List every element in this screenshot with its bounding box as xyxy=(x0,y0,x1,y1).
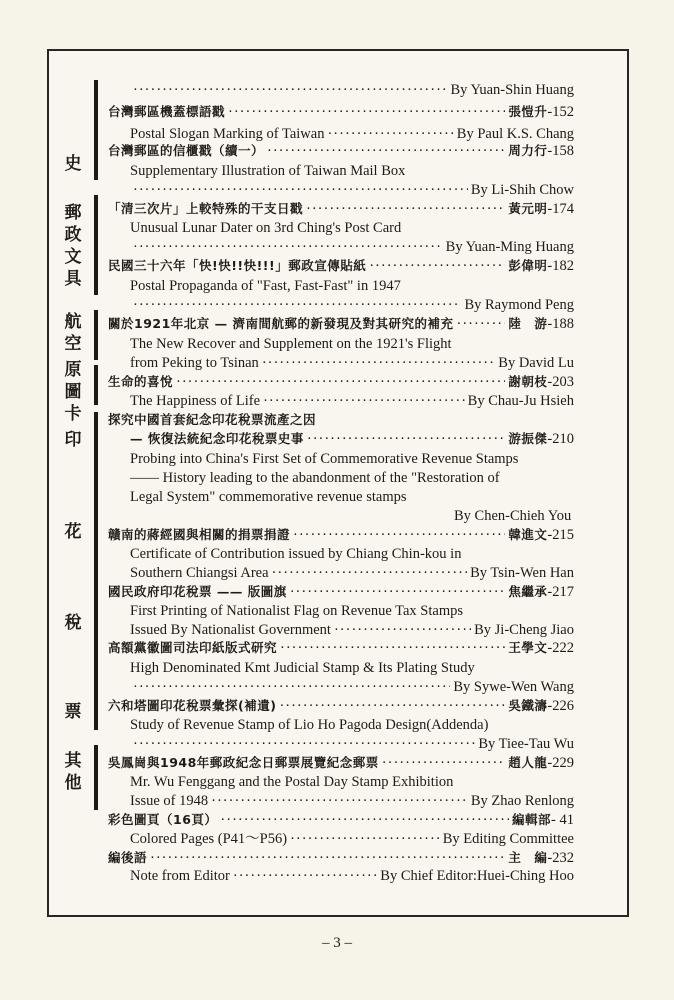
section-label-postal-stationery: 郵 政 文 具 xyxy=(64,203,82,289)
author-zh: 吳鐵濤 xyxy=(508,698,548,713)
author-en: By Zhao Renlong xyxy=(470,793,574,809)
page-number: -182 xyxy=(547,258,574,274)
author-zh: 黃元明 xyxy=(508,201,548,216)
leader-dots xyxy=(133,295,461,315)
title-en: Colored Pages (P41～P56) xyxy=(130,831,288,847)
leader-dots xyxy=(133,80,447,100)
section-bar-revenue xyxy=(94,412,98,730)
leader-dots xyxy=(228,102,505,122)
title-en: Certificate of Contribution issued by Chiang Chin-kou in xyxy=(130,546,462,562)
section-label-revenue-4: 票 xyxy=(64,702,82,722)
section-label-airmail: 航 空 xyxy=(64,312,82,354)
leader-dots xyxy=(133,237,443,257)
page-number: -215 xyxy=(547,527,574,543)
author-en: By Chief Editor:Huei-Ching Hoo xyxy=(380,868,574,884)
title-en: Issue of 1948 xyxy=(130,793,209,809)
leader-dots xyxy=(290,829,440,849)
page-number: -158 xyxy=(547,143,574,159)
title-en: The Happiness of Life xyxy=(130,393,261,409)
author-zh: 王學文 xyxy=(508,640,548,655)
toc-entry[interactable] xyxy=(108,199,574,219)
author-en: By Tsin-Wen Han xyxy=(470,565,574,581)
leader-dots xyxy=(457,314,506,334)
title-en: Study of Revenue Stamp of Lio Ho Pagoda Design(Addenda) xyxy=(130,717,489,733)
page-number-footer: – 3 – xyxy=(322,935,352,951)
title-zh: 「清三次片」上較特殊的干支日戳 xyxy=(108,201,304,216)
title-en: Probing into China's First Set of Commemorative Revenue Stamps xyxy=(130,451,519,467)
leader-dots xyxy=(307,429,506,449)
page-number: -152 xyxy=(547,104,574,120)
toc-entry-en xyxy=(130,866,574,886)
toc-entry-en xyxy=(130,353,574,373)
section-bar-airmail xyxy=(94,310,98,360)
title-zh: 六和塔圖印花稅票彙探(補遺) xyxy=(108,698,277,713)
toc-entry[interactable] xyxy=(130,429,574,449)
section-bar-maxicard xyxy=(94,365,98,405)
toc-entry[interactable] xyxy=(108,753,574,773)
toc-entry-en xyxy=(130,391,574,411)
author-zh: 主 編 xyxy=(508,850,548,865)
title-en: Postal Propaganda of "Fast, Fast-Fast" in 1947 xyxy=(130,278,401,294)
author-zh: 焦繼承 xyxy=(508,584,548,599)
toc-author-line xyxy=(130,180,574,200)
page-number: -226 xyxy=(547,698,574,714)
leader-dots xyxy=(306,199,505,219)
toc-entry[interactable] xyxy=(108,638,574,658)
author-zh: 周力行 xyxy=(508,143,548,158)
author-zh: 韓進文 xyxy=(508,527,548,542)
author-zh: 謝朝枝 xyxy=(508,374,548,389)
page-number: -217 xyxy=(547,584,574,600)
title-zh: 台灣郵區的信櫃戳（續一） xyxy=(108,143,265,158)
title-zh: 台灣郵區機蓋標語戳 xyxy=(108,104,226,119)
author-zh: 趙人龍 xyxy=(508,755,548,770)
leader-dots xyxy=(272,563,468,583)
toc-entry[interactable] xyxy=(108,141,574,161)
section-label-revenue-2: 花 xyxy=(64,522,82,542)
toc-author-line xyxy=(130,80,574,100)
title-en: —— History leading to the abandonment of the "Restoration of xyxy=(130,470,500,486)
section-label-revenue-3: 稅 xyxy=(64,613,82,633)
toc-entry-en xyxy=(130,829,574,849)
title-en: Postal Slogan Marking of Taiwan xyxy=(130,126,325,142)
leader-dots xyxy=(334,620,471,640)
section-label-other: 其 他 xyxy=(64,751,82,793)
title-zh: 贛南的蔣經國與相關的捐票捐證 xyxy=(108,527,291,542)
author-en: By David Lu xyxy=(498,355,574,371)
leader-dots xyxy=(262,353,495,373)
toc-entry[interactable] xyxy=(108,810,574,830)
author-zh: 游振傑 xyxy=(508,431,548,446)
title-en: Unusual Lunar Dater on 3rd Ching's Post Card xyxy=(130,220,402,236)
leader-dots xyxy=(290,582,506,602)
author-zh: 張愷升 xyxy=(508,104,548,119)
author-en: By Yuan-Ming Huang xyxy=(445,239,574,255)
page-number: - 41 xyxy=(551,812,574,828)
leader-dots xyxy=(233,866,377,886)
toc-author-line xyxy=(130,734,574,754)
author-en: By Paul K.S. Chang xyxy=(456,126,574,142)
title-en: Supplementary Illustration of Taiwan Mail Box xyxy=(130,163,406,179)
title-zh: 民國三十六年「快!快!!快!!!」郵政宣傳貼紙 xyxy=(108,258,367,273)
toc-author-line xyxy=(130,677,574,697)
author-en: By Raymond Peng xyxy=(464,297,574,313)
leader-dots xyxy=(263,391,465,411)
title-zh: 關於1921年北京 — 濟南間航郵的新發現及對其研究的補充 xyxy=(108,316,454,331)
section-bar-postal-stationery xyxy=(94,195,98,295)
section-label-maxicard: 原 圖 卡 xyxy=(64,360,82,424)
title-en: Mr. Wu Fenggang and the Postal Day Stamp Exhibition xyxy=(130,774,454,790)
author-zh: 彭偉明 xyxy=(508,258,548,273)
title-en: Issued By Nationalist Government xyxy=(130,622,331,638)
title-en: The New Recover and Supplement on the 1921's Flight xyxy=(130,336,452,352)
title-en: Note from Editor xyxy=(130,868,230,884)
title-en: Legal System" commemorative revenue stamps xyxy=(130,489,407,505)
leader-dots xyxy=(279,696,505,716)
title-en: First Printing of Nationalist Flag on Revenue Tax Stamps xyxy=(130,603,464,619)
leader-dots xyxy=(220,810,509,830)
page-number: -222 xyxy=(547,640,574,656)
toc-author-line xyxy=(130,295,574,315)
leader-dots xyxy=(280,638,505,658)
toc-entry[interactable] xyxy=(108,256,574,276)
title-zh: 高額黨徽圖司法印紙版式研究 xyxy=(108,640,278,655)
author-en: By Li-Shih Chow xyxy=(470,182,574,198)
toc-entry[interactable] xyxy=(108,102,574,122)
leader-dots xyxy=(176,372,505,392)
title-zh: 彩色圖頁（16頁） xyxy=(108,812,218,827)
author-en: By Chau-Ju Hsieh xyxy=(467,393,574,409)
toc-entry-en xyxy=(130,791,574,811)
title-zh: 探究中國首套紀念印花稅票流產之因 xyxy=(108,412,317,427)
author-en: By Yuan-Shin Huang xyxy=(450,82,574,98)
leader-dots xyxy=(133,734,475,754)
author-en: By Editing Committee xyxy=(442,831,574,847)
title-zh: 編後語 xyxy=(108,850,148,865)
author-en: By Chen-Chieh You xyxy=(454,508,572,524)
title-en: High Denominated Kmt Judicial Stamp & Its Plating Study xyxy=(130,660,475,676)
page-number: -232 xyxy=(547,850,574,866)
author-en: By Sywe-Wen Wang xyxy=(453,679,574,695)
toc-entry-en xyxy=(130,620,574,640)
title-zh: 國民政府印花稅票 —— 版圖旗 xyxy=(108,584,287,599)
page-number: -210 xyxy=(547,431,574,447)
title-zh-sub: — 恢復法統紀念印花稅票史事 xyxy=(130,431,304,446)
page-number: -174 xyxy=(547,201,574,217)
toc-entry[interactable] xyxy=(108,525,574,545)
author-zh: 編輯部 xyxy=(512,812,552,827)
title-zh: 生命的喜悅 xyxy=(108,374,174,389)
leader-dots xyxy=(150,848,505,868)
section-bar-other xyxy=(94,745,98,810)
author-zh: 陸 游 xyxy=(508,316,548,331)
section-label-history: 史 xyxy=(64,154,82,174)
leader-dots xyxy=(133,180,468,200)
leader-dots xyxy=(293,525,505,545)
page-number: -229 xyxy=(547,755,574,771)
page-number: -188 xyxy=(547,316,574,332)
leader-dots xyxy=(267,141,505,161)
leader-dots xyxy=(382,753,506,773)
toc-entry[interactable] xyxy=(108,314,574,334)
title-en: Southern Chiangsi Area xyxy=(130,565,269,581)
toc-author-line xyxy=(130,237,574,257)
author-en: By Ji-Cheng Jiao xyxy=(474,622,574,638)
toc-entry[interactable] xyxy=(108,848,574,868)
toc-entry[interactable] xyxy=(108,696,574,716)
page-number: -203 xyxy=(547,374,574,390)
title-en: from Peking to Tsinan xyxy=(130,355,259,371)
leader-dots xyxy=(211,791,468,811)
toc-entry[interactable] xyxy=(108,582,574,602)
leader-dots xyxy=(369,256,505,276)
section-bar-history xyxy=(94,80,98,180)
section-label-revenue-1: 印 xyxy=(64,430,82,450)
leader-dots xyxy=(133,677,450,697)
toc-entry-en xyxy=(130,563,574,583)
toc-entry[interactable] xyxy=(108,372,574,392)
title-zh: 吳鳳崗與1948年郵政紀念日郵票展覽紀念郵票 xyxy=(108,755,379,770)
author-en: By Tiee-Tau Wu xyxy=(478,736,574,752)
